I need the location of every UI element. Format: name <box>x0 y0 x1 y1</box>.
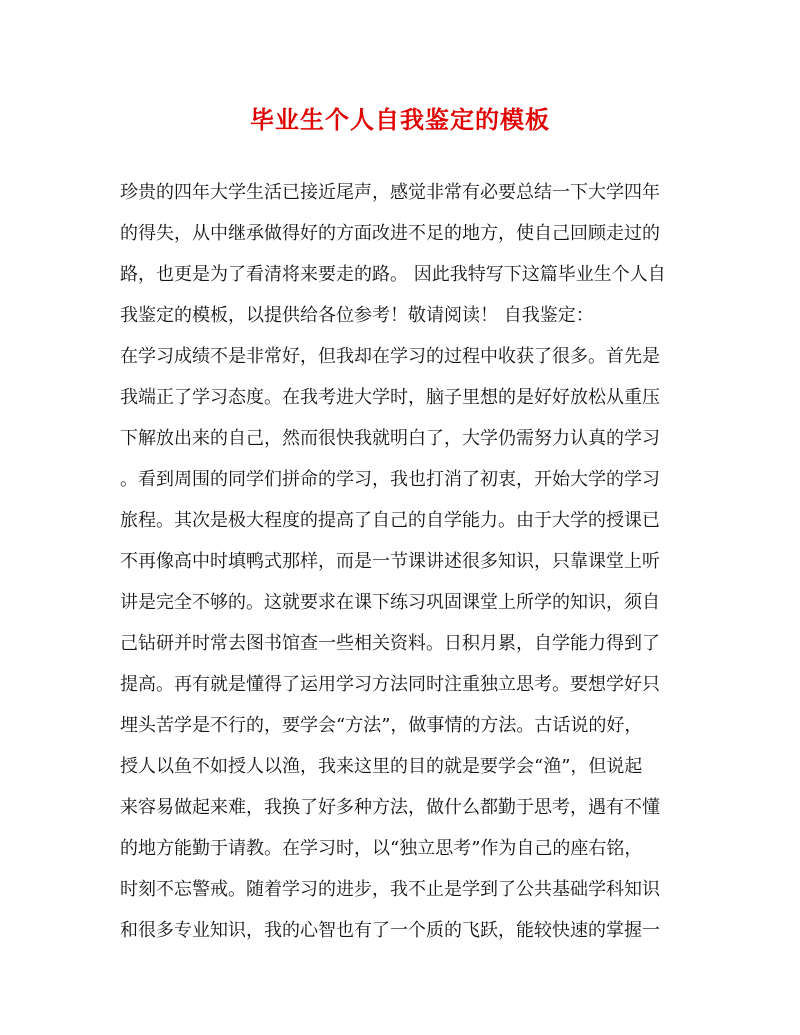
body-line: 授人以鱼不如授人以渔，我来这里的目的就是要学会“渔”，但说起 <box>120 756 643 777</box>
document-body <box>120 172 680 951</box>
body-line: 。看到周围的同学们拼命的学习，我也打消了初衷，开始大学的学习 <box>120 469 660 490</box>
body-line: 来容易做起来难，我换了好多种方法，做什么都勤于思考，遇有不懂 <box>120 797 660 818</box>
body-line: 和很多专业知识，我的心智也有了一个质的飞跃，能较快速的掌握一 <box>120 920 660 941</box>
body-line: 我鉴定的模板，以提供给各位参考！敬请阅读！ 自我鉴定： <box>120 305 594 326</box>
body-line: 路，也更是为了看清将来要走的路。 因此我特写下这篇毕业生个人自 <box>120 264 666 285</box>
body-line: 埋头苦学是不行的，要学会“方法”，做事情的方法。古话说的好， <box>120 715 643 736</box>
body-line: 下解放出来的自己，然而很快我就明白了，大学仍需努力认真的学习 <box>120 428 660 449</box>
body-line: 旅程。其次是极大程度的提高了自己的自学能力。由于大学的授课已 <box>120 510 660 531</box>
body-line: 提高。再有就是懂得了运用学习方法同时注重独立思考。要想学好只 <box>120 674 660 695</box>
body-line: 我端正了学习态度。在我考进大学时，脑子里想的是好好放松从重压 <box>120 387 660 408</box>
body-line: 不再像高中时填鸭式那样，而是一节课讲述很多知识，只靠课堂上听 <box>120 551 660 572</box>
body-line: 讲是完全不够的。这就要求在课下练习巩固课堂上所学的知识，须自 <box>120 592 660 613</box>
body-line: 己钻研并时常去图书馆查一些相关资料。日积月累，自学能力得到了 <box>120 633 660 654</box>
body-line: 在学习成绩不是非常好，但我却在学习的过程中收获了很多。首先是 <box>120 346 660 367</box>
body-line: 的地方能勤于请教。在学习时，以“独立思考”作为自己的座右铭， <box>120 838 643 859</box>
body-line: 的得失，从中继承做得好的方面改进不足的地方，使自己回顾走过的 <box>120 223 660 244</box>
body-line: 珍贵的四年大学生活已接近尾声，感觉非常有必要总结一下大学四年 <box>120 182 660 203</box>
document-title: 毕业生个人自我鉴定的模板 <box>250 105 550 134</box>
body-line: 时刻不忘警戒。随着学习的进步，我不止是学到了公共基础学科知识 <box>120 879 660 900</box>
